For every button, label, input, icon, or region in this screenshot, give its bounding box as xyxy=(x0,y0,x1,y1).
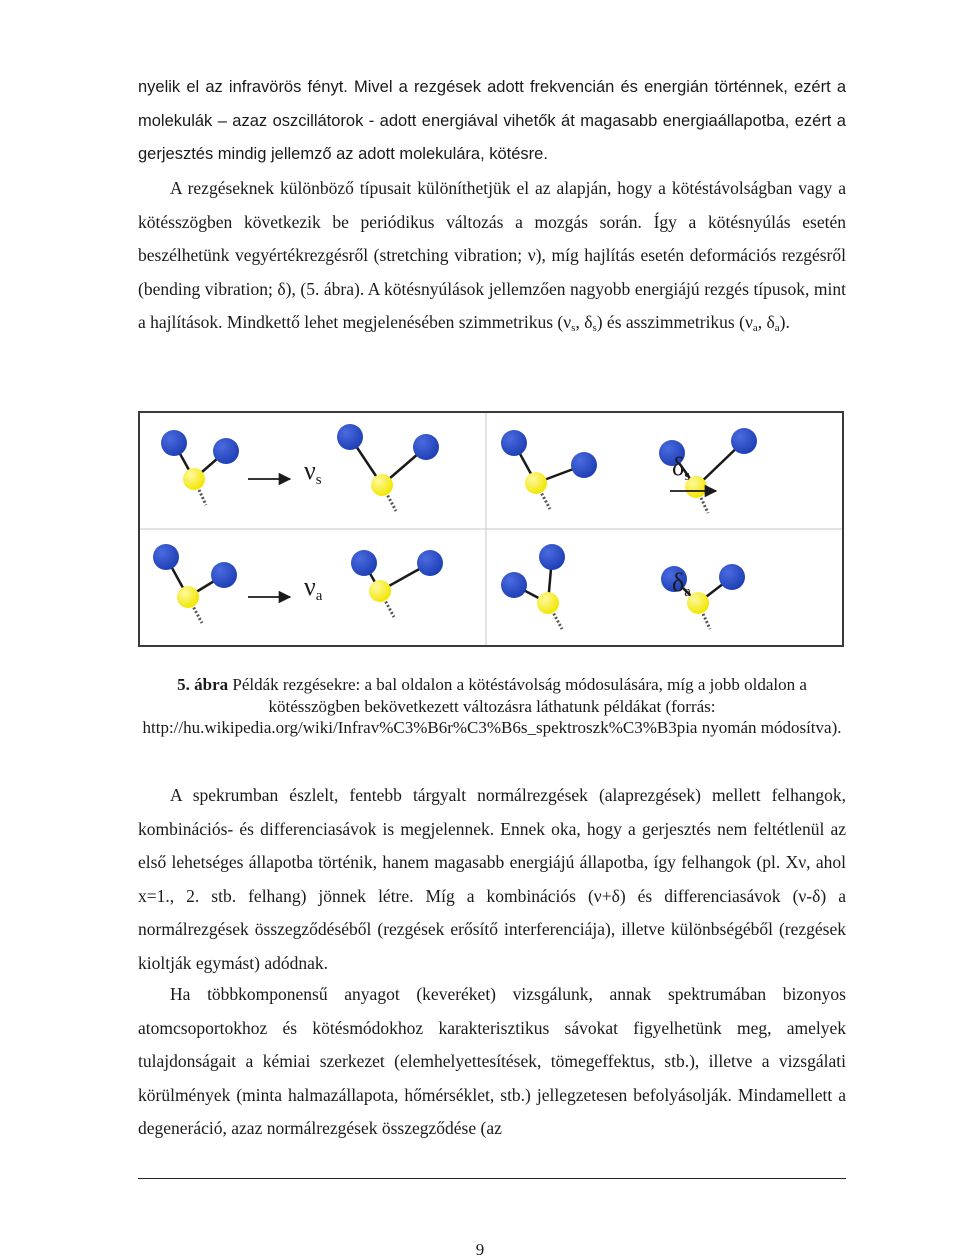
outer-atom xyxy=(351,550,377,576)
paragraph-4: Ha többkomponensű anyagot (keveréket) vizsgálunk, annak spektrumában bizonyos atomcsoportokhoz és kötésmódokhoz karakterisztikus sávokat figyelhetünk meg, amelyek tulajdonságait a kémiai szerkezet (elemhelyettesítések, tömegeffektus, stb.), illetve a vizsgálati körülmények (minta halmazállapota, hőmérséklet, stb.) jellegzetesen befolyásolják. Mindamellett a degeneráció, azaz normálrezgések összegződése (az xyxy=(138,984,846,1138)
page-number: 9 xyxy=(475,1240,485,1259)
paragraph-2 xyxy=(138,172,846,340)
caption-text: Példák rezgésekre: a bal oldalon a kötéstávolság módosulására, míg a jobb oldalon a kötésszögben bekövetkezett változásra láthatunk példákat (forrás: http://hu.wikipedia.org/wiki/Infrav%C3%B6r%C3%B6s_spektroszk%C3%B3pia nyomán módosítva). xyxy=(142,675,842,737)
center-atom xyxy=(177,586,199,608)
outer-atom xyxy=(719,564,745,590)
figure-caption xyxy=(138,674,846,739)
center-atom xyxy=(537,592,559,614)
label-nu-s: νs xyxy=(304,456,322,488)
outer-atom xyxy=(539,544,565,570)
panel-nu-s xyxy=(161,424,439,511)
outer-atom xyxy=(213,438,239,464)
outer-atom xyxy=(161,430,187,456)
paragraph-2-text: ). xyxy=(779,312,790,332)
footer-rule xyxy=(138,1178,846,1179)
outer-atom xyxy=(417,550,443,576)
vibration-figure xyxy=(138,411,844,647)
center-atom xyxy=(183,468,205,490)
paragraph-2-text: , δ xyxy=(575,312,593,332)
panel-delta-s xyxy=(501,428,757,513)
panel-delta-a xyxy=(501,544,745,629)
vibration-figure-svg xyxy=(140,413,842,645)
center-atom xyxy=(369,580,391,602)
subscript-a: a xyxy=(752,322,758,334)
subscript-a: a xyxy=(774,322,780,334)
molecule-before xyxy=(501,544,565,629)
center-atom xyxy=(371,474,393,496)
paragraph-3: A spekrumban észlelt, fentebb tárgyalt normálrezgések (alaprezgések) mellett felhangok, kombinációs- és differenciasávok is megjelennek. Ennek oka, hogy a gerjesztés nem feltétlenül az első lehetséges állapotba történik, hanem magasabb energiájú állapotba, így felhangok (pl. Xν, ahol x=1., 2. stb. felhang) jönnek létre. Míg a kombinációs (ν+δ) és differenciasávok (ν-δ) a normálrezgések összegződéséből (rezgések erősítő interferenciája), illetve különbségéből (rezgések kioltják egymást) adódnak. xyxy=(138,785,846,973)
subscript-s: s xyxy=(592,322,597,334)
paragraph-2-text: A rezgéseknek különböző típusait különíthetjük el az alapján, hogy a kötéstávolságban vagy a kötésszögben következik be periódikus változás a mozgás során. Így a kötésnyúlás esetén beszélhetünk vegyértékrezgésről (stretching vibration; ν), míg hajlítás esetén deformációs rezgésről (bending vibration; δ), (5. ábra). A kötésnyúlások jellemzően nagyobb energiájú rezgés típusok, mint a hajlítások. Mindkettő lehet megjelenésében szimmetrikus (ν xyxy=(138,178,846,332)
outer-atom xyxy=(501,572,527,598)
molecule-before xyxy=(153,544,237,623)
molecule-after xyxy=(351,550,443,617)
paragraph-2-text: ) és asszimmetrikus (ν xyxy=(596,312,753,332)
subscript-s: s xyxy=(571,322,576,334)
outer-atom xyxy=(413,434,439,460)
paragraph-2-text: , δ xyxy=(757,312,775,332)
outer-atom xyxy=(571,452,597,478)
paragraph-1: nyelik el az infravörös fényt. Mivel a rezgések adott frekvencián és energián történnek, ezért a molekulák – azaz oszcillátorok - adott energiával vihetők át magasabb energiaállapotba, ezért a gerjesztés mindig jellemző az adott molekulára, kötésre. xyxy=(138,78,846,163)
outer-atom xyxy=(211,562,237,588)
outer-atom xyxy=(337,424,363,450)
outer-atom xyxy=(501,430,527,456)
molecule-before xyxy=(501,430,597,509)
caption-label: 5. ábra xyxy=(177,675,229,694)
outer-atom xyxy=(731,428,757,454)
panel-nu-a xyxy=(153,544,443,623)
molecule-before xyxy=(161,430,239,505)
label-nu-a: νa xyxy=(304,572,323,604)
label-delta-a: δa xyxy=(672,568,691,600)
outer-atom xyxy=(153,544,179,570)
label-delta-s: δs xyxy=(672,452,691,484)
molecule-after xyxy=(337,424,439,511)
center-atom xyxy=(525,472,547,494)
